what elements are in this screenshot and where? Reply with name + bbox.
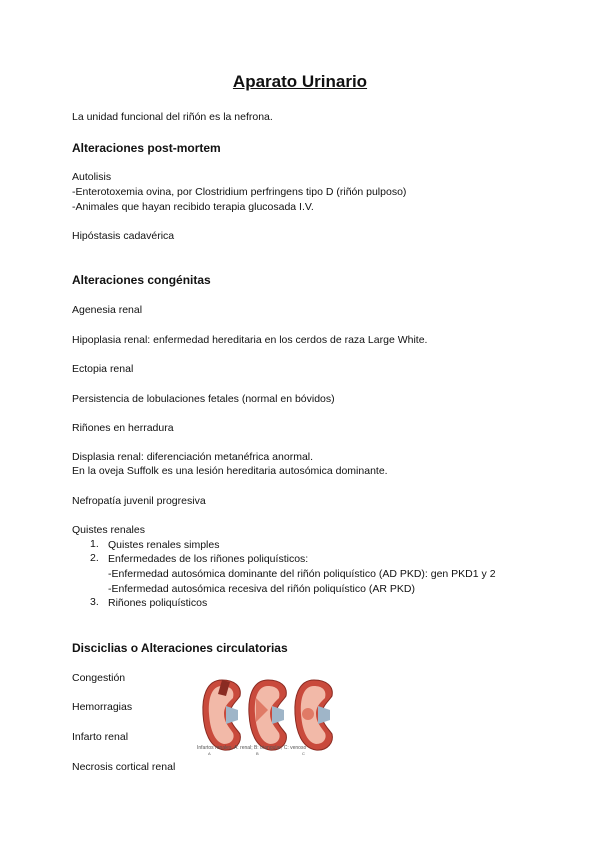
- displasia-text: Displasia renal: diferenciación metanéfrica anormal.: [72, 451, 314, 463]
- hipostasis-text: Hipóstasis cadavérica: [72, 230, 175, 242]
- kidney-c-icon: [295, 680, 333, 750]
- hipoplasia-text: Hipoplasia renal: enfermedad hereditaria en los cerdos de raza Large White.: [72, 334, 428, 346]
- agenesia-text: Agenesia renal: [72, 304, 143, 316]
- circulatory-item: Hemorragias: [72, 701, 133, 713]
- figure-caption: Infartos renales. A: renal; B: triangular; C: venoso: [197, 745, 307, 751]
- list-number: 1.: [90, 538, 99, 550]
- herradura-text: Riñones en herradura: [72, 422, 174, 434]
- autolisis-item: -Enterotoxemia ovina, por Clostridium perfringens tipo D (riñón pulposo): [72, 186, 407, 198]
- list-item: Quistes renales simples: [108, 539, 220, 551]
- kidney-infarct-figure: [200, 676, 340, 756]
- list-item: Enfermedades de los riñones poliquísticos:: [108, 553, 309, 565]
- figure-label-c: C: [302, 751, 305, 756]
- heading-congenitas: Alteraciones congénitas: [72, 273, 211, 287]
- circulatory-item: Necrosis cortical renal: [72, 761, 176, 773]
- heading-post-mortem: Alteraciones post-mortem: [72, 141, 221, 155]
- lobulaciones-text: Persistencia de lobulaciones fetales (normal en bóvidos): [72, 393, 335, 405]
- displasia-text: En la oveja Suffolk es una lesión hereditaria autosómica dominante.: [72, 465, 388, 477]
- list-subitem: -Enfermedad autosómica dominante del riñón poliquístico (AD PKD): gen PKD1 y 2: [108, 568, 496, 580]
- list-item: Riñones poliquísticos: [108, 597, 208, 609]
- circulatory-item: Infarto renal: [72, 731, 129, 743]
- kidney-a-icon: [203, 680, 241, 750]
- figure-label-a: A: [208, 751, 211, 756]
- ectopia-text: Ectopia renal: [72, 363, 134, 375]
- kidney-b-icon: [249, 680, 287, 750]
- quistes-label: Quistes renales: [72, 524, 145, 536]
- nefropatia-text: Nefropatía juvenil progresiva: [72, 495, 206, 507]
- circulatory-item: Congestión: [72, 672, 126, 684]
- list-number: 3.: [90, 596, 99, 608]
- list-number: 2.: [90, 552, 99, 564]
- figure-label-b: B: [256, 751, 259, 756]
- autolisis-item: -Animales que hayan recibido terapia glucosada I.V.: [72, 201, 314, 213]
- page-title: Aparato Urinario: [232, 72, 368, 91]
- heading-circulatorias: Disciclias o Alteraciones circulatorias: [72, 641, 288, 655]
- list-subitem: -Enfermedad autosómica recesiva del riñón poliquístico (AR PKD): [108, 583, 415, 595]
- intro-text: La unidad funcional del riñón es la nefrona.: [72, 111, 273, 123]
- autolisis-label: Autolisis: [72, 171, 112, 183]
